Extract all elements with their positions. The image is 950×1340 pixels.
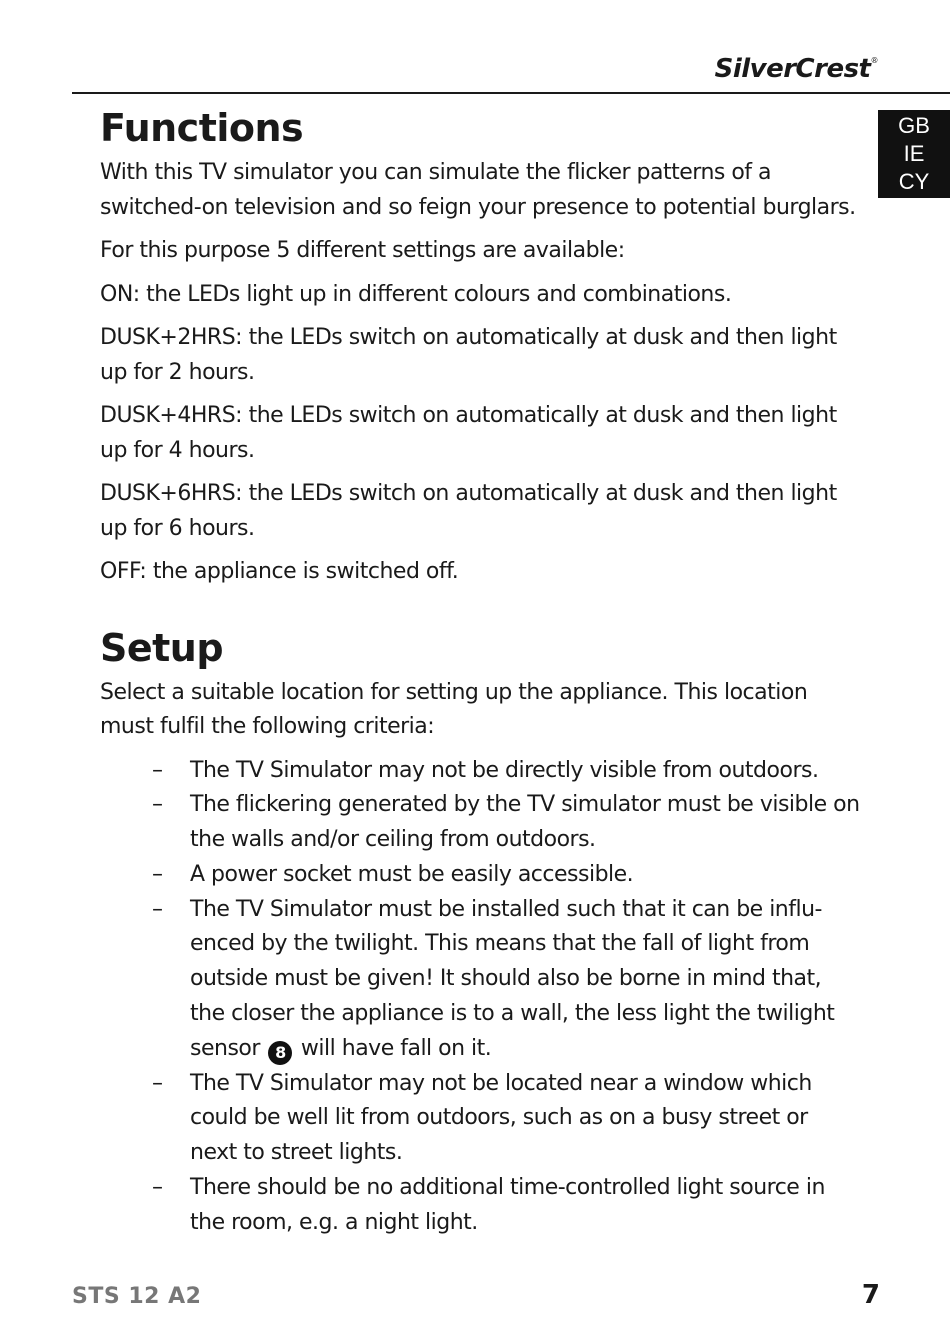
list-item <box>100 1067 860 1171</box>
list-item <box>100 754 860 789</box>
criterion-text: will have fall on it. <box>300 1035 492 1061</box>
language-code: GB <box>898 113 930 138</box>
criterion-text: The flickering generated by the TV simulator must be visible on the walls and/or ceiling from outdoors. <box>190 792 860 853</box>
language-tab <box>878 110 950 198</box>
list-dash: – <box>152 1070 163 1096</box>
criterion-text: There should be no additional time-controlled light source in the room, e.g. a night light. <box>190 1175 825 1235</box>
page-number: 7 <box>861 1280 880 1310</box>
criterion-text: The TV Simulator may not be located near a window which could be well lit from outdoors, such as on a busy street or next to street lights. <box>190 1070 812 1166</box>
sensor-reference-badge: 8 <box>268 1041 292 1065</box>
list-item <box>100 1171 860 1241</box>
model-number: STS 12 A2 <box>72 1284 202 1309</box>
list-dash: – <box>152 1175 163 1201</box>
functions-heading: Functions <box>100 106 304 150</box>
list-item <box>100 788 860 858</box>
language-code: IE <box>903 141 925 166</box>
brand-logo <box>715 54 878 84</box>
functions-intro: With this TV simulator you can simulate the flicker patterns of a switched-on television and so feign your presence to potential burglars. <box>100 160 856 220</box>
list-item <box>100 893 860 1067</box>
list-dash: – <box>152 896 163 922</box>
registered-mark: ® <box>870 56 878 65</box>
list-dash: – <box>152 757 163 783</box>
brand-name: SilverCrest <box>714 54 871 84</box>
criterion-text: The TV Simulator may not be directly visible from outdoors. <box>190 757 819 783</box>
setting-dusk-4hrs: DUSK+4HRS: the LEDs switch on automatically at dusk and then light up for 4 hours. <box>100 403 837 463</box>
setting-off: OFF: the appliance is switched off. <box>100 559 459 584</box>
setup-heading: Setup <box>100 625 224 670</box>
criterion-text: The TV Simulator must be installed such that it can be influ-enced by the twilight. This means that the fall of light from outside must be given! It should also be borne in mind that, the closer the appliance is to a wall, the less light the twilight sensor <box>190 896 835 1061</box>
list-item <box>100 858 860 893</box>
setting-dusk-6hrs: DUSK+6HRS: the LEDs switch on automatically at dusk and then light up for 6 hours. <box>100 481 837 541</box>
setting-dusk-2hrs: DUSK+2HRS: the LEDs switch on automatically at dusk and then light up for 2 hours. <box>100 325 837 385</box>
setup-intro: Select a suitable location for setting up the appliance. This location must fulfil the following criteria: <box>100 679 808 739</box>
header-rule <box>72 92 950 94</box>
criteria-list <box>100 754 860 1241</box>
page-content <box>100 100 860 1241</box>
list-dash: – <box>152 861 163 887</box>
list-dash: – <box>152 792 163 818</box>
criterion-text: A power socket must be easily accessible. <box>190 861 634 887</box>
setting-on: ON: the LEDs light up in different colours and combinations. <box>100 281 732 307</box>
settings-intro: For this purpose 5 different settings are available: <box>100 238 625 263</box>
language-code: CY <box>898 169 930 194</box>
